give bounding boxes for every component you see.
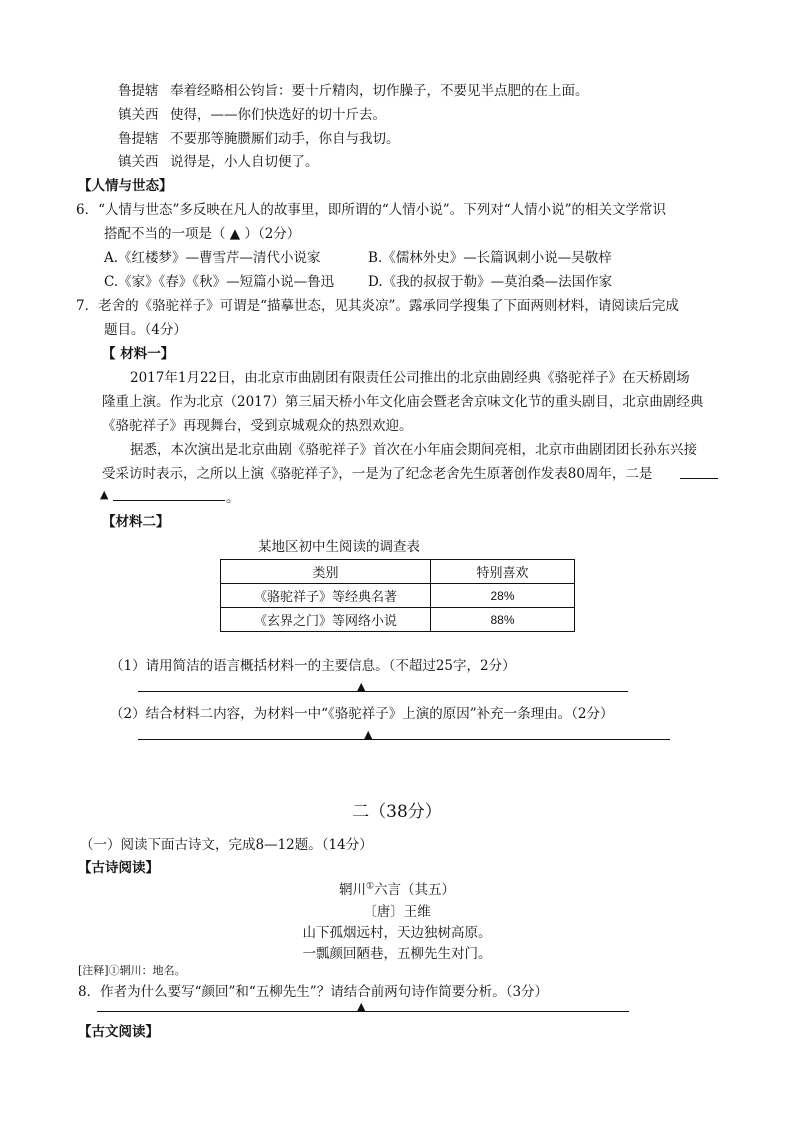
dialogue-text: 奉着经略相公钧旨：要十斤精肉，切作臊子，不要见半点肥的在上面。 <box>170 83 589 99</box>
answer-marker: ▲ <box>364 728 373 741</box>
q6-option-b: B.《儒林外史》—长篇讽刺小说—吴敬梓 <box>368 250 612 266</box>
footnote: [注释]①辋川：地名。 <box>78 964 186 977</box>
material1-line: 《骆驼祥子》再现舞台，受到京城观众的热烈欢迎。 <box>102 418 413 434</box>
dialogue-text: 使得，——你们快选好的切十斤去。 <box>170 107 386 123</box>
q6-stem-cont: 搭配不当的一项是（ ▲ ）（2分） <box>104 226 301 242</box>
material1-line: 2017年1月22日，由北京市曲剧团有限责任公司推出的北京曲剧经典《骆驼祥子》在天桥剧场 <box>130 370 690 386</box>
note-marker: ① <box>365 881 375 892</box>
poem-title-text: 辋川 <box>338 882 366 898</box>
answer-blank-line[interactable] <box>113 500 225 501</box>
table-title: 某地区初中生阅读的调查表 <box>258 539 420 555</box>
part2-intro: （一）阅读下面古诗文，完成8—12题。（14分） <box>80 837 373 853</box>
q6-option-d: D.《我的叔叔于勒》—莫泊桑—法国作家 <box>368 274 613 290</box>
section-heading-guwen: 【古文阅读】 <box>78 1024 159 1040</box>
q8-stem: 8．作者为什么要写“颜回”和“五柳先生”？请结合前两句诗作简要分析。（3分） <box>78 984 549 1000</box>
answer-line[interactable] <box>138 691 628 692</box>
table-header-row <box>221 560 575 584</box>
poem-line: 一瓢颜回陋巷，五柳先生对门。 <box>302 946 492 962</box>
answer-line[interactable] <box>97 1011 629 1012</box>
answer-marker: ▲ <box>100 488 109 501</box>
table-header-cell: 特别喜欢 <box>431 560 575 584</box>
material2-title: 【材料二】 <box>102 514 170 530</box>
section-heading-gushi: 【古诗阅读】 <box>78 860 159 876</box>
table-row <box>221 608 575 632</box>
dialogue-line-2 <box>118 103 386 123</box>
answer-marker: ▲ <box>357 680 366 693</box>
blank-period: 。 <box>226 490 240 506</box>
q7-stem: 7．老舍的《骆驼祥子》可谓是“描摹世态，见其炎凉”。露承同学搜集了下面两则材料，请阅读后完成 <box>76 298 679 314</box>
answer-line[interactable] <box>138 739 670 740</box>
part-heading: 二（38分） <box>352 802 442 822</box>
material1-line: 隆重上演。作为北京（2017）第三届天桥小年文化庙会暨老舍京味文化节的重头剧目，北京曲剧经典 <box>102 394 704 410</box>
q6-option-c: C.《家》《春》《秋》—短篇小说—鲁迅 <box>104 274 335 290</box>
material1-line: 受采访时表示，之所以上演《骆驼祥子》，一是为了纪念老舍先生原著创作发表80周年，二是 <box>102 466 653 482</box>
table-cell: 《骆驼祥子》等经典名著 <box>221 584 431 608</box>
answer-blank-line[interactable] <box>680 478 718 479</box>
table-cell: 《玄界之门》等网络小说 <box>221 608 431 632</box>
survey-table <box>220 559 575 632</box>
section-heading-renqing: 【人情与世态】 <box>78 178 173 194</box>
speaker: 镇关西 <box>118 154 159 170</box>
poem-title <box>0 878 794 898</box>
answer-marker: ▲ <box>357 1000 366 1013</box>
table-cell: 88% <box>431 608 575 632</box>
dialogue-line-1 <box>118 79 589 99</box>
poem-author: 〔唐〕王维 <box>363 904 431 920</box>
dialogue-line-4 <box>118 150 319 170</box>
table-cell: 28% <box>431 584 575 608</box>
q7-sub1: （1）请用简洁的语言概括材料一的主要信息。（不超过25字，2分） <box>110 658 516 674</box>
q7-stem-cont: 题目。（4分） <box>104 322 187 338</box>
speaker: 镇关西 <box>118 107 159 123</box>
q7-sub2: （2）结合材料二内容，为材料一中“《骆驼祥子》上演的原因”补充一条理由。（2分） <box>110 706 614 722</box>
speaker: 鲁提辖 <box>118 83 159 99</box>
material1-line: 据悉，本次演出是北京曲剧《骆驼祥子》首次在小年庙会期间亮相，北京市曲剧团团长孙东兴接 <box>130 442 697 458</box>
dialogue-line-3 <box>118 127 400 147</box>
table-header-cell: 类别 <box>221 560 431 584</box>
q6-option-a: A.《红楼梦》—曹雪芹—清代小说家 <box>104 250 321 266</box>
poem-title-suffix: 六言（其五） <box>374 882 456 898</box>
q6-stem: 6．“人情与世态”多反映在凡人的故事里，即所谓的“人情小说”。下列对“人情小说”的相关文学常识 <box>76 202 666 218</box>
poem-line: 山下孤烟远村，天边独树高原。 <box>302 925 492 941</box>
speaker: 鲁提辖 <box>118 131 159 147</box>
dialogue-text: 说得是，小人自切便了。 <box>170 154 319 170</box>
material1-title: 【 材料一】 <box>102 346 175 362</box>
table-row <box>221 584 575 608</box>
dialogue-text: 不要那等腌臜厮们动手，你自与我切。 <box>170 131 400 147</box>
